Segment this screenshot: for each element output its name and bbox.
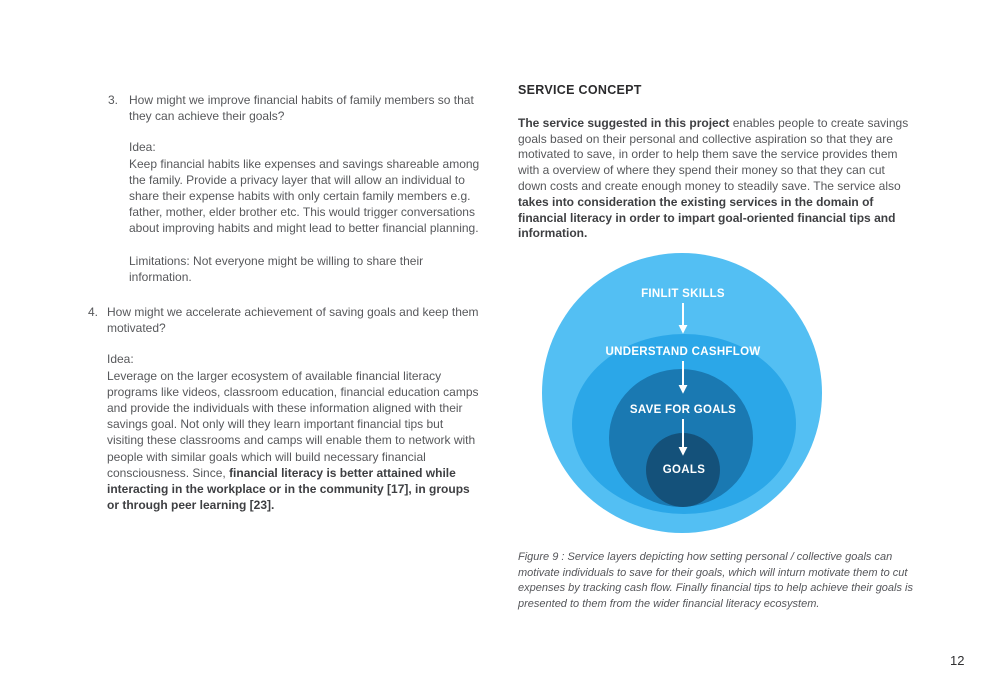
right-column <box>518 83 914 242</box>
section-heading: SERVICE CONCEPT <box>518 83 642 97</box>
question-text: How might we accelerate achievement of saving goals and keep them motivated? <box>107 305 479 336</box>
service-layers-diagram <box>532 248 834 538</box>
idea-label: Idea: <box>107 352 134 367</box>
question-body <box>107 304 480 513</box>
paragraph-bold-start: The service suggested in this project <box>518 115 730 130</box>
question-item-3 <box>88 92 480 285</box>
layer-finlit-skills-label: FINLIT SKILLS <box>641 288 725 300</box>
idea-text-normal: Leverage on the larger ecosystem of available financial literacy programs like videos, classroom education, financial education camps and provide the individuals with these information aligned with their savings goal. Not only will they learn important financial tips but visiting these classrooms and camps will enable them to network with people with similar goals which will build necessary financial consciousness. Since, <box>107 368 479 480</box>
limitations-text: Limitations: Not everyone might be willing to share their information. <box>129 253 424 284</box>
page-number: 12 <box>950 653 965 668</box>
idea-text: Keep financial habits like expenses and savings shareable among the family. Provide a privacy layer that will allow an individual to share their expense habits with only certain family members e.g. father, mother, elder brother etc. This would trigger conversations about improving habits and might lead to better financial planning. <box>129 156 480 236</box>
paragraph-normal: enables people to create savings goals based on their personal and collective aspiration so that they are motivated to save, in order to help them save the service provides them with a overview of where they spend their money so that they can cut down costs and create enough money to steadily save. The service also <box>518 115 909 193</box>
left-column <box>88 92 480 513</box>
question-item-4 <box>88 304 480 513</box>
idea-label: Idea: <box>129 140 156 155</box>
question-text: How might we improve financial habits of family members so that they can achieve their goals? <box>129 93 474 124</box>
question-number: 3. <box>108 93 119 107</box>
idea-text-bold: financial literacy is better attained while interacting in the workplace or in the community [17], in groups or through peer learning [23]. <box>107 465 470 513</box>
paragraph-bold-end: takes into consideration the existing services in the domain of financial literacy in order to impart goal-oriented financial tips and information. <box>518 194 896 241</box>
question-body <box>129 92 480 285</box>
layer-save-for-goals-label: SAVE FOR GOALS <box>629 404 737 416</box>
idea-text <box>107 368 480 514</box>
layer-goals-label: GOALS <box>662 464 706 476</box>
layer-understand-cashflow-label: UNDERSTAND CASHFLOW <box>605 346 761 358</box>
service-concept-paragraph <box>518 116 914 242</box>
figure-caption: Figure 9 : Service layers depicting how setting personal / collective goals can motivate individuals to save for their goals, which will inturn motivate them to cut expenses by tracking cash flow. Finally financial tips to help achieve their goals is presented to them from the wider financial literacy ecosystem. <box>518 551 913 610</box>
question-number: 4. <box>88 305 99 320</box>
